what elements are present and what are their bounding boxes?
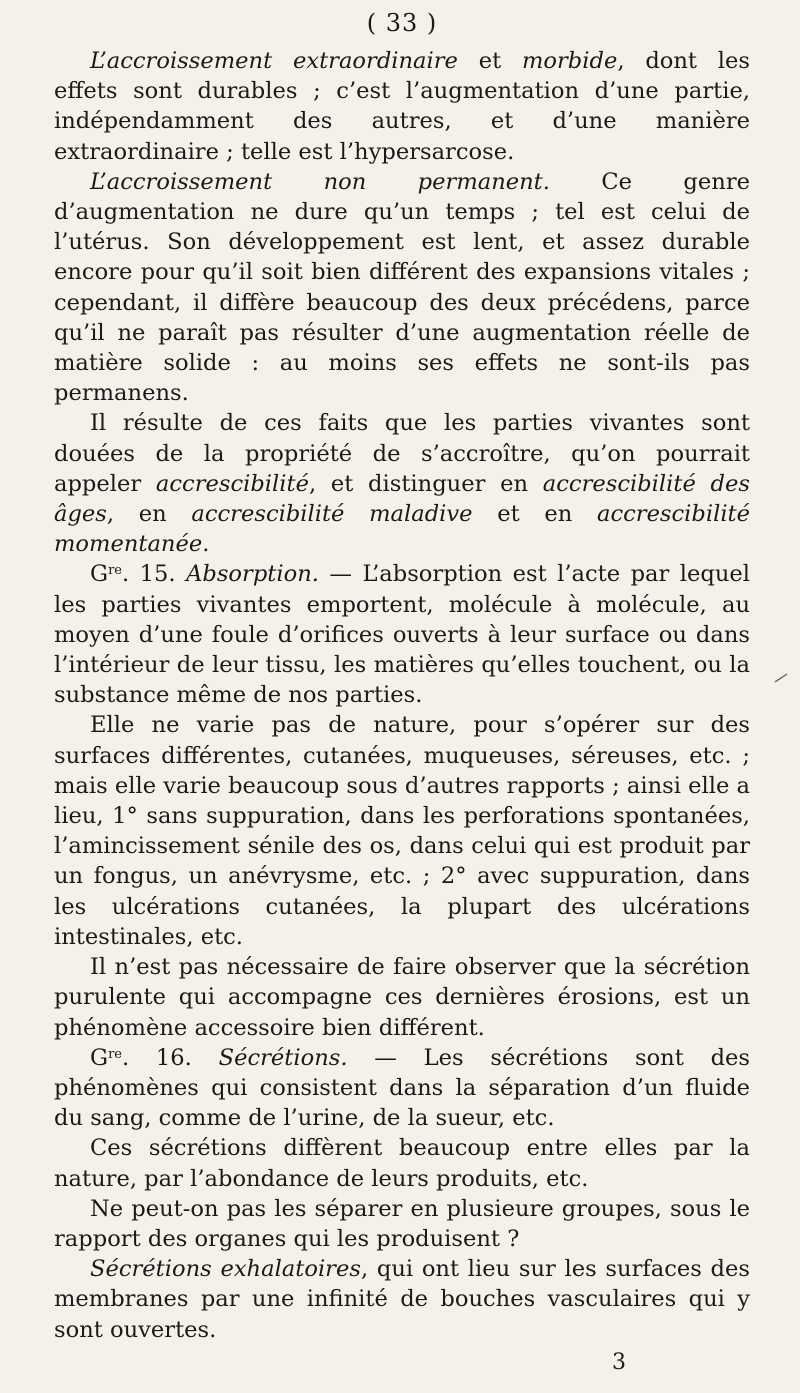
italic-run: accrescibilité des âges bbox=[54, 470, 750, 528]
text-run: Ce genre d’augmentation ne dure qu’un temps ; tel est celui de l’utérus. Son développement est lent, et assez durable encore pour qu’il soit bien différent des expansions vitales ; cependant, il diffère beaucoup des deux précédens, parce qu’il ne paraît pas résulter d’une augmentation réelle de matière solide : au moins ses effets ne sont-ils pas permanens. bbox=[54, 168, 750, 407]
text-run: et bbox=[457, 48, 522, 74]
italic-run: Absorption. bbox=[186, 561, 319, 588]
text-run: , et distinguer en bbox=[308, 470, 543, 497]
italic-run: L’accroissement non permanent. bbox=[90, 168, 550, 195]
body-text bbox=[54, 46, 750, 1345]
superscript: re bbox=[108, 1046, 122, 1062]
text-run: . 16. bbox=[121, 1044, 219, 1071]
text-run: Elle ne varie pas de nature, pour s’opérer sur des surfaces différentes, cutanées, muqueuses, séreuses, etc. ; mais elle varie beaucoup sous d’autres rapports ; ainsi elle a lieu, 1° sans suppuration, dans les perforations spontanées, l’amincissement sénile des os, dans celui qui est produit par un fongus, un anévrysme, etc. ; 2° avec suppuration, dans les ulcérations cutanées, la plupart des ulcérations intestinales, etc. bbox=[54, 712, 750, 950]
margin-mark-icon bbox=[774, 671, 788, 685]
text-run: — L’absorption est l’acte par lequel les parties vivantes emportent, molécule à molécule, au moyen d’une foule d’orifices ouverts à leur surface ou dans l’intérieur de leur tissu, les matières qu’elles touchent, ou la substance même de nos parties. bbox=[54, 561, 750, 709]
text-run: Ne peut-on pas les séparer en plusieure groupes, sous le rapport des organes qui les produisent ? bbox=[54, 1195, 750, 1252]
text-run: G bbox=[90, 1044, 109, 1071]
text-run: et en bbox=[472, 501, 597, 528]
italic-run: accrescibilité bbox=[155, 470, 309, 497]
text-run: . 15. bbox=[121, 561, 187, 588]
signature-mark: 3 bbox=[612, 1350, 626, 1375]
paragraph-p10 bbox=[54, 1254, 750, 1345]
italic-run: accrescibilité maladive bbox=[191, 501, 473, 528]
paragraph-p8 bbox=[54, 1133, 750, 1193]
page-number: ( 33 ) bbox=[366, 9, 438, 37]
italic-run: morbide bbox=[521, 48, 618, 74]
italic-run: Sécrétions. bbox=[218, 1044, 348, 1071]
paragraph-p2 bbox=[54, 167, 750, 409]
italic-run: L’accroissement extraordinaire bbox=[90, 48, 458, 74]
text-run: , qui ont lieu sur les surfaces des membranes par une infinité de bouches vasculaires qui y sont ouvertes. bbox=[54, 1256, 750, 1343]
italic-run: Sécrétions exhalatoires bbox=[90, 1256, 361, 1283]
italic-run: accrescibilité momentanée bbox=[54, 501, 750, 558]
paragraph-p9 bbox=[54, 1194, 750, 1254]
text-run: Il n’est pas nécessaire de faire observer que la sécrétion purulente qui accompagne ces dernières érosions, est un phénomène accessoire bien différent. bbox=[54, 954, 750, 1041]
paragraph-p3 bbox=[54, 408, 750, 559]
paragraph-p7 bbox=[54, 1043, 750, 1134]
superscript: re bbox=[108, 563, 122, 579]
text-run: , en bbox=[106, 501, 192, 528]
paragraph-p6 bbox=[54, 952, 750, 1043]
paragraph-p1 bbox=[54, 46, 750, 167]
paragraph-p5 bbox=[54, 710, 750, 952]
paragraph-p4 bbox=[54, 559, 750, 710]
text-run: — Les sécrétions sont des phénomènes qui consistent dans la séparation d’un fluide du sang, comme de l’urine, de la sueur, etc. bbox=[54, 1044, 751, 1132]
text-run: G bbox=[90, 561, 109, 588]
text-run: , dont les effets sont durables ; c’est l’augmentation d’une partie, indépendamment des autres, et d’une manière extraordinaire ; telle est l’hypersarcose. bbox=[54, 48, 750, 165]
text-run: Il résulte de ces faits que les parties vivantes sont douées de la propriété de s’accroître, qu’on pourrait appeler bbox=[54, 410, 750, 497]
text-run: . bbox=[202, 531, 210, 558]
text-run: Ces sécrétions diffèrent beaucoup entre elles par la nature, par l’abondance de leurs produits, etc. bbox=[54, 1135, 750, 1192]
